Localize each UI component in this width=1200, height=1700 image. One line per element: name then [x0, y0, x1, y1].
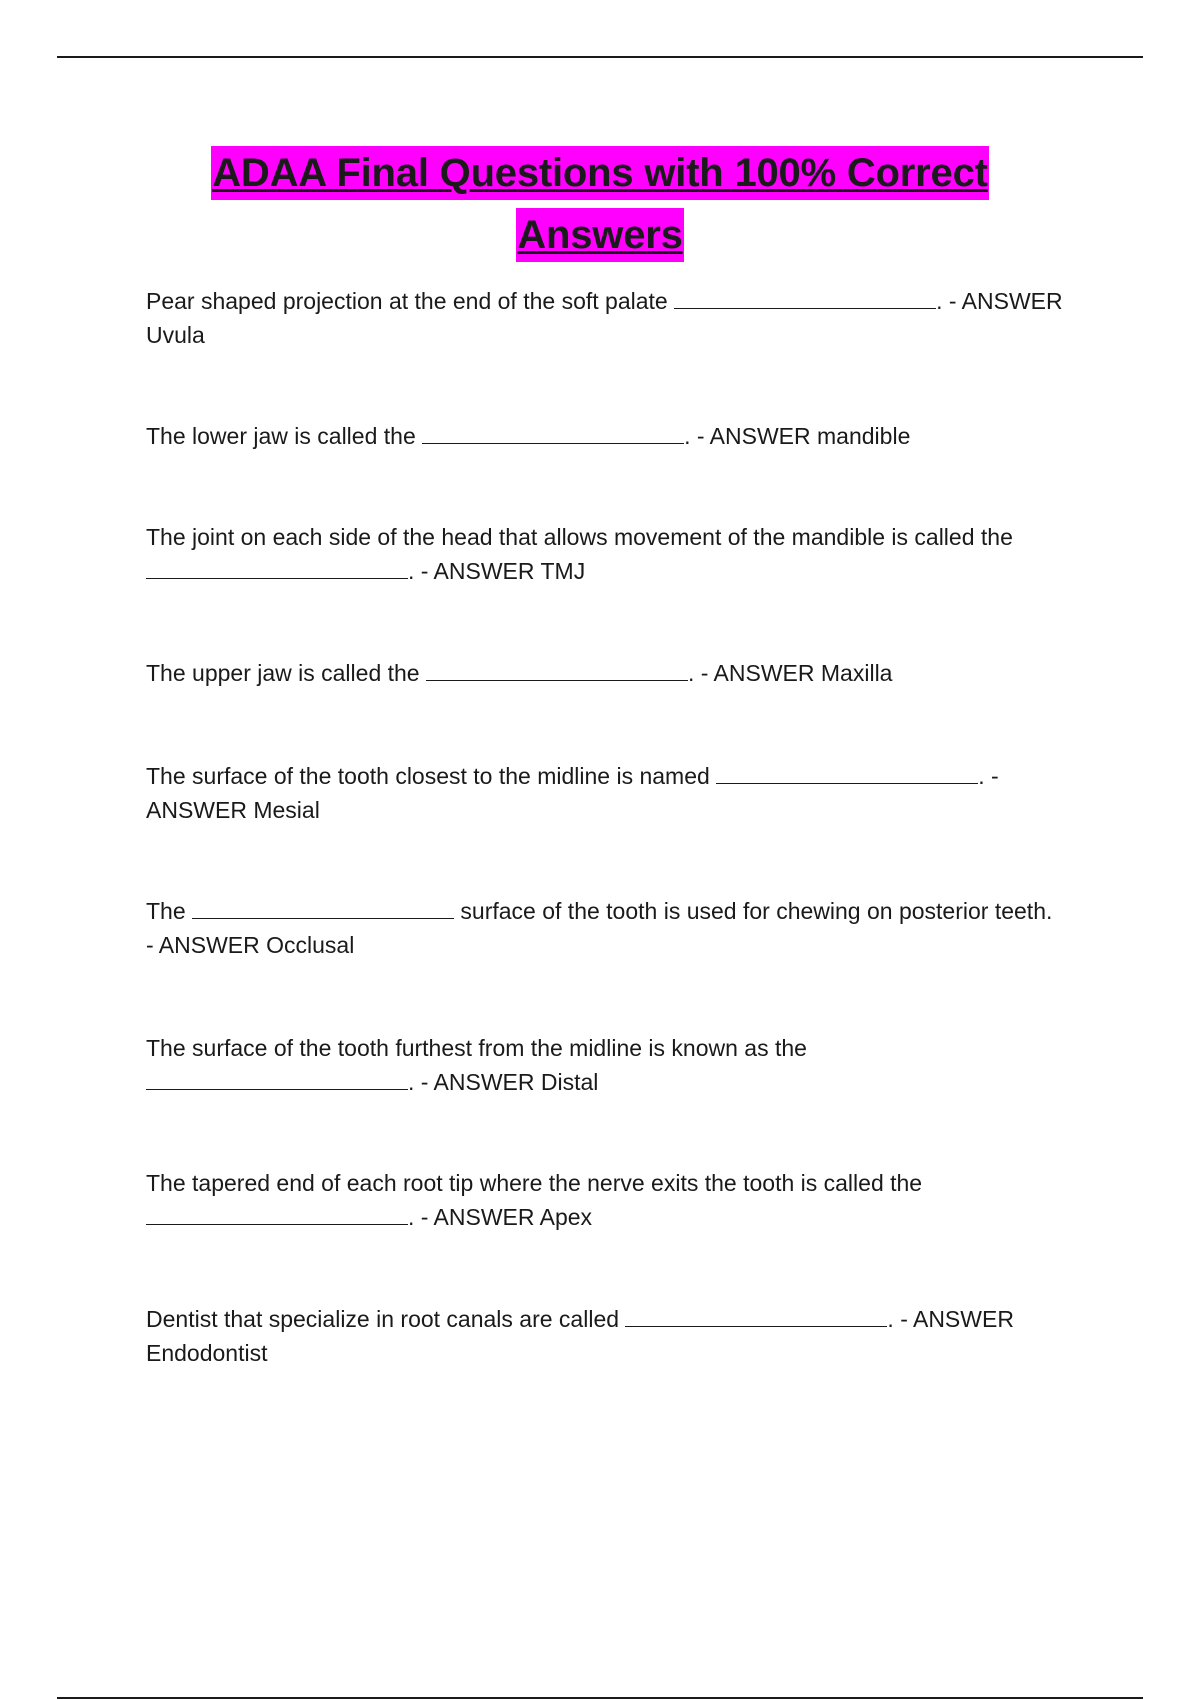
question-line: [146, 759, 1096, 793]
answer-label: . - ANSWER: [887, 1306, 1014, 1332]
answer-blank: [422, 421, 684, 444]
question-line: [146, 284, 1096, 318]
question-line: [146, 1031, 1096, 1065]
footer-rule: [57, 1697, 1143, 1699]
question-line: [146, 520, 1096, 554]
question-line: [146, 419, 1096, 453]
answer-blank: [426, 658, 688, 681]
answer-blank: [625, 1304, 887, 1327]
answer-text: . - ANSWER Distal: [408, 1069, 599, 1095]
answer-label: . - ANSWER: [936, 288, 1063, 314]
answer-text: ANSWER Mesial: [146, 797, 320, 823]
answer-text: Uvula: [146, 322, 205, 348]
answer-line: [146, 1065, 1096, 1099]
document-title: [0, 146, 1200, 270]
answer-text: . - ANSWER TMJ: [408, 558, 586, 584]
question-line: [146, 1166, 1096, 1200]
answer-text: . - ANSWER Maxilla: [688, 660, 893, 686]
title-line-1: ADAA Final Questions with 100% Correct: [211, 146, 989, 200]
question-text: The tapered end of each root tip where the nerve exits the tooth is called the: [146, 1170, 923, 1196]
answer-blank: [716, 761, 978, 784]
answer-blank: [146, 556, 408, 579]
answer-text: Endodontist: [146, 1340, 268, 1366]
answer-label: . -: [978, 763, 999, 789]
question-text: Dentist that specialize in root canals are called: [146, 1306, 626, 1332]
answer-blank: [146, 1067, 408, 1090]
answer-line: [146, 793, 1096, 827]
qa-item-1: [146, 284, 1096, 352]
qa-item-9: [146, 1302, 1096, 1370]
question-line: [146, 656, 1096, 690]
question-line: [146, 1302, 1096, 1336]
answer-blank: [674, 286, 936, 309]
answer-text: - ANSWER Occlusal: [146, 932, 355, 958]
qa-item-8: [146, 1166, 1096, 1234]
qa-item-7: [146, 1031, 1096, 1099]
qa-item-3: [146, 520, 1096, 588]
question-text: The: [146, 898, 193, 924]
question-text: The upper jaw is called the: [146, 660, 426, 686]
answer-line: [146, 1336, 1096, 1370]
question-line: [146, 894, 1096, 928]
question-text-end: surface of the tooth is used for chewing on posterior teeth.: [454, 898, 1053, 924]
qa-item-4: [146, 656, 1096, 690]
title-line-2: Answers: [516, 208, 683, 262]
question-text: The lower jaw is called the: [146, 423, 423, 449]
answer-text: . - ANSWER Apex: [408, 1204, 593, 1230]
answer-line: [146, 928, 1096, 962]
question-text: The surface of the tooth closest to the midline is named: [146, 763, 717, 789]
qa-item-5: [146, 759, 1096, 827]
qa-item-6: [146, 894, 1096, 962]
answer-blank: [192, 896, 454, 919]
answer-line: [146, 554, 1096, 588]
header-rule: [57, 56, 1143, 58]
question-text: The joint on each side of the head that allows movement of the mandible is called the: [146, 524, 1013, 550]
answer-line: [146, 1200, 1096, 1234]
question-text: Pear shaped projection at the end of the soft palate: [146, 288, 675, 314]
answer-text: . - ANSWER mandible: [684, 423, 911, 449]
answer-line: [146, 318, 1096, 352]
question-text: The surface of the tooth furthest from the midline is known as the: [146, 1035, 807, 1061]
qa-item-2: [146, 419, 1096, 453]
answer-blank: [146, 1202, 408, 1225]
